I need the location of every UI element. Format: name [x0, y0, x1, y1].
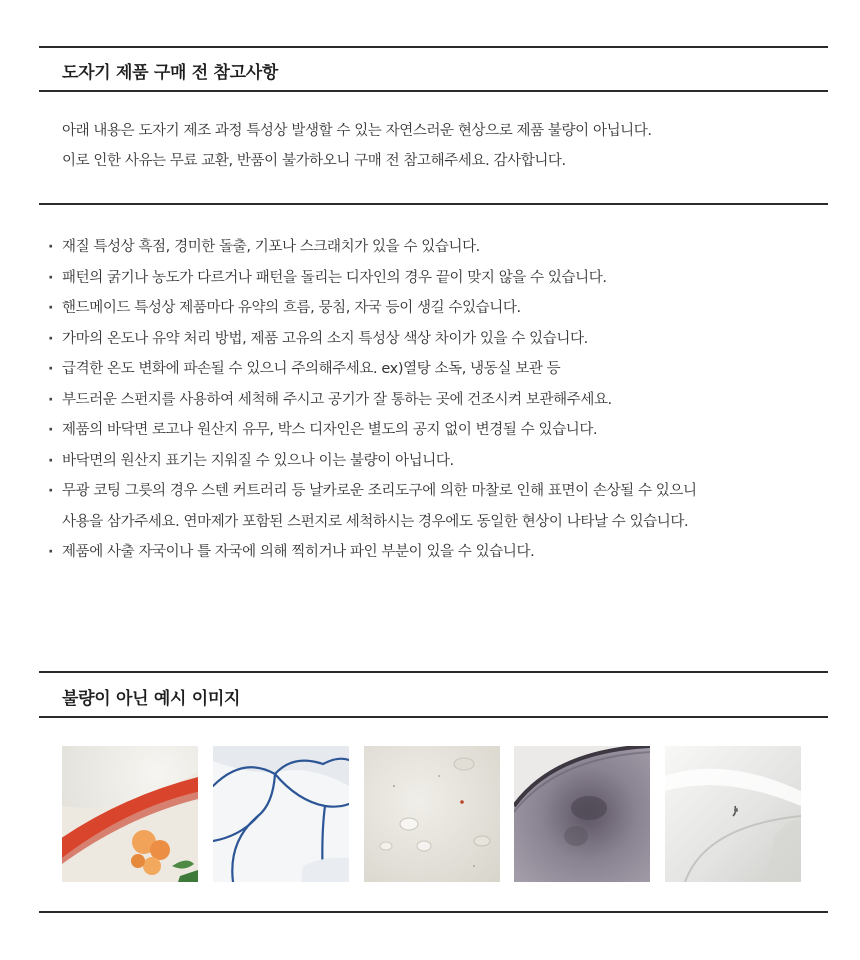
example-image-red-rim-plate	[62, 746, 198, 882]
gallery-title-underline	[39, 716, 828, 718]
intro-divider	[39, 203, 828, 205]
bullet-icon: ·	[48, 391, 54, 408]
bullet-icon: ·	[48, 330, 54, 347]
note-item	[48, 293, 697, 324]
note-text: 사용을 삼가주세요. 연마제가 포함된 스펀지로 세척하시는 경우에도 동일한 현상이 나타날 수 있습니다.	[62, 513, 689, 530]
example-image-mold-mark	[665, 746, 801, 882]
bullet-icon: ·	[48, 361, 54, 377]
note-text: 제품의 바닥면 로고나 원산지 유무, 박스 디자인은 별도의 공지 없이 변경될 수 있습니다.	[62, 422, 598, 438]
section-title-example-images: 불량이 아닌 예시 이미지	[62, 689, 241, 709]
note-text: 패턴의 굵기나 농도가 다르거나 패턴을 돌리는 디자인의 경우 끝이 맞지 않을 수 있습니다.	[62, 269, 607, 286]
example-image-blue-line-plate	[213, 746, 349, 882]
section-title-purchase-notes: 도자기 제품 구매 전 참고사항	[62, 63, 278, 83]
intro-line: 아래 내용은 도자기 제조 과정 특성상 발생할 수 있는 자연스러운 현상으로 제품 불량이 아닙니다.	[62, 123, 652, 139]
notes-list	[48, 232, 697, 568]
note-text: 제품에 사출 자국이나 틀 자국에 의해 찍히거나 파인 부분이 있을 수 있습니다.	[62, 544, 535, 560]
bottom-divider	[39, 911, 828, 913]
bullet-icon: ·	[48, 239, 54, 255]
bullet-icon: ·	[48, 452, 54, 469]
example-image-gallery	[62, 746, 801, 882]
intro-line: 이로 인한 사유는 무료 교환, 반품이 불가하오니 구매 전 참고해주세요. 감사합니다.	[62, 153, 566, 169]
example-image-color-variation	[514, 746, 650, 882]
bullet-icon: ·	[48, 300, 54, 316]
top-divider	[39, 46, 828, 48]
note-text: 가마의 온도나 유약 처리 방법, 제품 고유의 소지 특성상 색상 차이가 있을 수 있습니다.	[62, 330, 588, 347]
gallery-top-divider	[39, 671, 828, 673]
note-text: 급격한 온도 변화에 파손될 수 있으니 주의해주세요. ex)열탕 소독, 냉동실 보관 등	[62, 361, 561, 377]
title-underline-divider	[39, 90, 828, 92]
note-text: 바닥면의 원산지 표기는 지워질 수 있으나 이는 불량이 아닙니다.	[62, 452, 454, 469]
note-item	[48, 354, 697, 385]
note-text: 핸드메이드 특성상 제품마다 유약의 흐름, 뭉침, 자국 등이 생길 수있습니다.	[62, 300, 521, 316]
note-text: 재질 특성상 흑점, 경미한 돌출, 기포나 스크래치가 있을 수 있습니다.	[62, 239, 480, 255]
note-item	[48, 476, 697, 537]
bullet-icon: ·	[48, 544, 54, 560]
bullet-icon: ·	[48, 269, 54, 286]
note-item	[48, 385, 697, 416]
bullet-icon: ·	[48, 483, 54, 499]
example-image-glaze-speckle	[364, 746, 500, 882]
note-item	[48, 415, 697, 446]
note-text: 부드러운 스펀지를 사용하여 세척해 주시고 공기가 잘 통하는 곳에 건조시켜 보관해주세요.	[62, 391, 612, 408]
bullet-icon: ·	[48, 422, 54, 438]
intro-paragraph	[62, 116, 652, 176]
note-item	[48, 446, 697, 477]
note-item	[48, 232, 697, 263]
note-text: 무광 코팅 그릇의 경우 스텐 커트러리 등 날카로운 조리도구에 의한 마찰로 인해 표면이 손상될 수 있으니	[62, 483, 697, 499]
note-item	[48, 263, 697, 294]
note-item	[48, 324, 697, 355]
note-item	[48, 537, 697, 568]
